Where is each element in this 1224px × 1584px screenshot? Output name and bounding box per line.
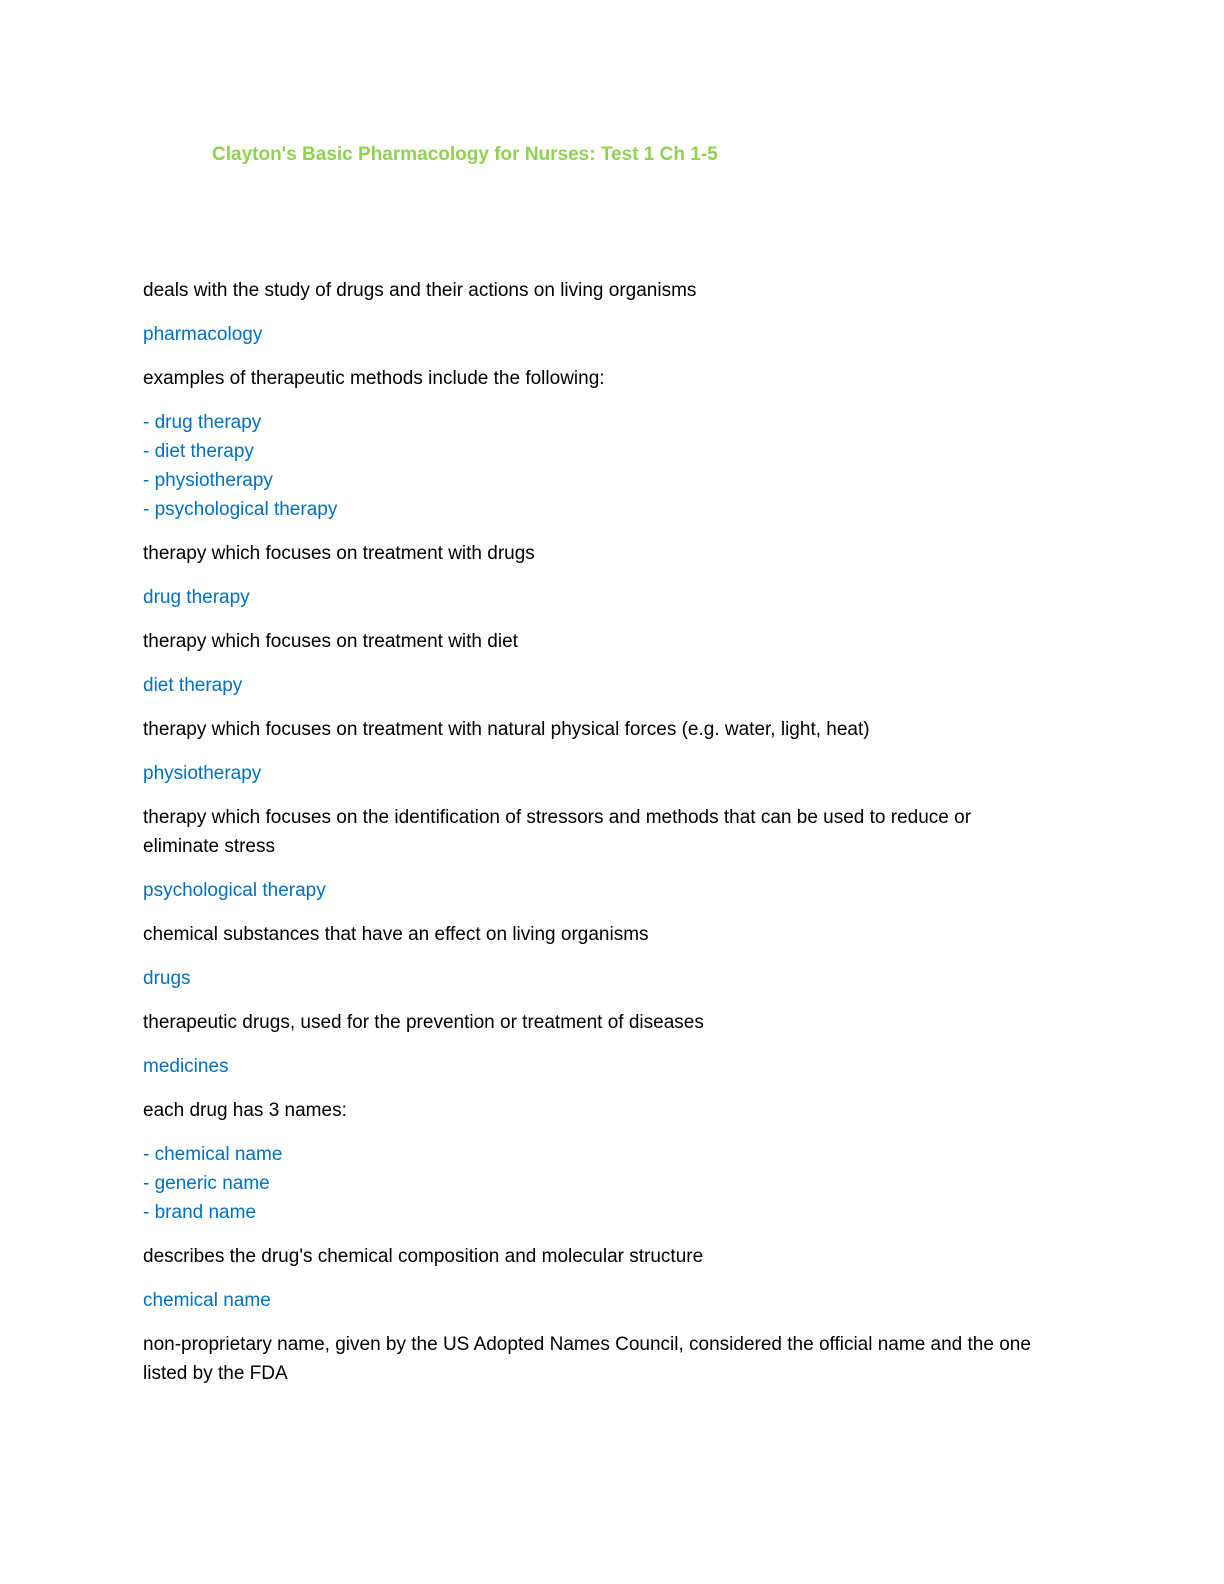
flashcard bbox=[143, 627, 1083, 700]
flashcard bbox=[143, 803, 1083, 905]
flashcard bbox=[143, 1008, 1083, 1081]
flashcard-answer bbox=[143, 320, 1083, 349]
answer-line: - physiotherapy bbox=[143, 470, 273, 491]
flashcard-list bbox=[143, 276, 1083, 1403]
answer-line: - diet therapy bbox=[143, 441, 254, 462]
flashcard-question: examples of therapeutic methods include the following: bbox=[143, 368, 605, 389]
flashcard bbox=[143, 1330, 1083, 1388]
flashcard-question: therapeutic drugs, used for the prevention or treatment of diseases bbox=[143, 1012, 704, 1033]
flashcard bbox=[143, 364, 1083, 524]
answer-line: - brand name bbox=[143, 1202, 257, 1223]
flashcard-question: each drug has 3 names: bbox=[143, 1100, 347, 1121]
flashcard-answer bbox=[143, 876, 1083, 905]
flashcard bbox=[143, 1242, 1083, 1315]
flashcard-answer bbox=[143, 964, 1083, 993]
flashcard bbox=[143, 920, 1083, 993]
answer-line: - psychological therapy bbox=[143, 499, 338, 520]
flashcard-question: therapy which focuses on treatment with drugs bbox=[143, 543, 535, 564]
answer-line: - chemical name bbox=[143, 1144, 283, 1165]
flashcard-question: chemical substances that have an effect on living organisms bbox=[143, 924, 649, 945]
flashcard-answer bbox=[143, 671, 1083, 700]
answer-line: psychological therapy bbox=[143, 880, 326, 901]
answer-line: drugs bbox=[143, 968, 191, 989]
flashcard bbox=[143, 715, 1083, 788]
answer-line: physiotherapy bbox=[143, 763, 262, 784]
answer-line: pharmacology bbox=[143, 324, 263, 345]
flashcard-answer bbox=[143, 759, 1083, 788]
answer-line: - generic name bbox=[143, 1173, 270, 1194]
answer-line: drug therapy bbox=[143, 587, 250, 608]
flashcard-answer bbox=[143, 1140, 1083, 1227]
flashcard bbox=[143, 539, 1083, 612]
flashcard-question: deals with the study of drugs and their actions on living organisms bbox=[143, 280, 697, 301]
flashcard bbox=[143, 276, 1083, 349]
flashcard-question: non-proprietary name, given by the US Adopted Names Council, considered the official name and the one listed by the FDA bbox=[143, 1334, 1031, 1384]
answer-line: medicines bbox=[143, 1056, 229, 1077]
flashcard-answer bbox=[143, 1052, 1083, 1081]
flashcard-question: therapy which focuses on treatment with natural physical forces (e.g. water, light, heat) bbox=[143, 719, 870, 740]
flashcard-question: therapy which focuses on treatment with diet bbox=[143, 631, 518, 652]
flashcard-answer bbox=[143, 408, 1083, 524]
flashcard-answer bbox=[143, 583, 1083, 612]
flashcard-question: therapy which focuses on the identification of stressors and methods that can be used to reduce or eliminate stress bbox=[143, 807, 972, 857]
flashcard bbox=[143, 1096, 1083, 1227]
flashcard-question: describes the drug's chemical composition and molecular structure bbox=[143, 1246, 704, 1267]
answer-line: diet therapy bbox=[143, 675, 243, 696]
answer-line: - drug therapy bbox=[143, 412, 262, 433]
flashcard-answer bbox=[143, 1286, 1083, 1315]
answer-line: chemical name bbox=[143, 1290, 271, 1311]
document-title: Clayton's Basic Pharmacology for Nurses: Test 1 Ch 1-5 bbox=[212, 144, 718, 165]
